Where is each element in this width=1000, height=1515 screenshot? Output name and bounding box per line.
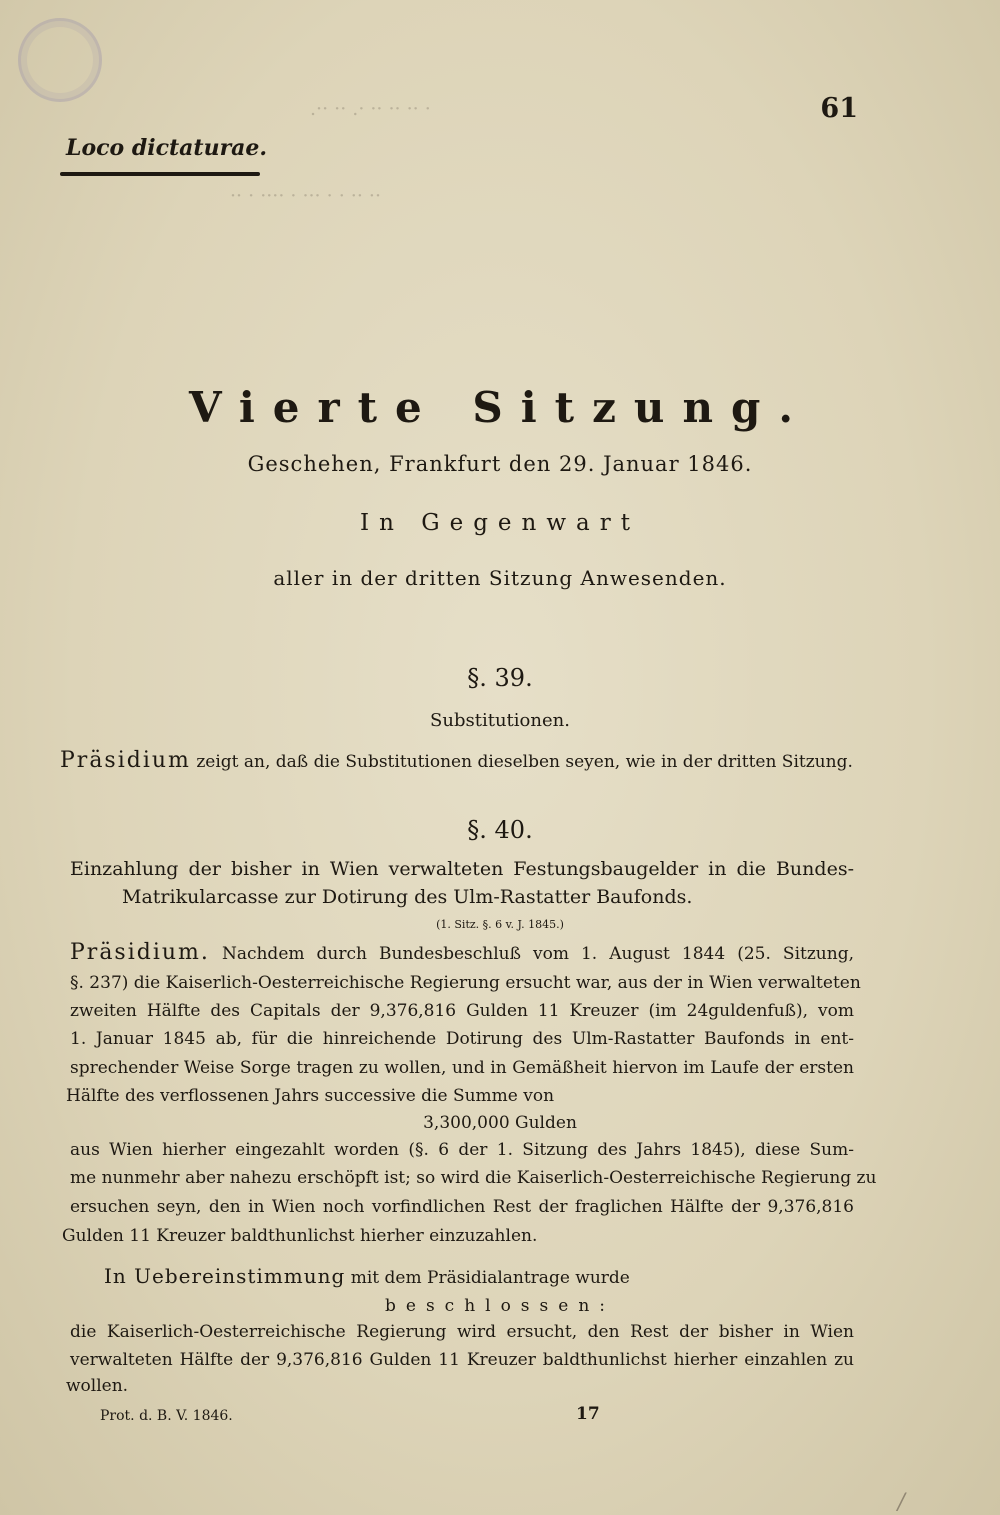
loco-underline <box>60 172 260 176</box>
resolution-line: die Kaiserlich-Oesterreichische Regierung wird ersucht, den Rest der bisher in Wien <box>70 1322 854 1342</box>
resolution-line: verwalteten Hälfte der 9,376,816 Gulden 11 Kreuzer baldthunlichst hierher einzahlen zu <box>70 1350 854 1370</box>
page-number: 61 <box>820 93 858 124</box>
paragraph-line: Gulden 11 Kreuzer baldthunlichst hierher einzuzahlen. <box>62 1226 538 1246</box>
loco-dictaturae: Loco dictaturae. <box>66 135 268 161</box>
paragraph-line: §. 237) die Kaiserlich-Oesterreichische Regierung ersucht war, aus der in Wien verwalteten <box>70 973 861 993</box>
session-title: Vierte Sitzung. <box>189 383 811 432</box>
section-39-lead: Präsidium <box>60 748 191 773</box>
section-40-reference: (1. Sitz. §. 6 v. J. 1845.) <box>436 918 564 931</box>
show-through-text: .·· ·· .· ·· ·· ·· · <box>310 98 431 120</box>
paragraph-line: ersuchen seyn, den in Wien noch vorfindlichen Rest der fraglichen Hälfte der 9,376,816 <box>70 1197 854 1217</box>
resolution-line: wollen. <box>66 1376 129 1396</box>
section-40-heading-line-2: Matrikularcasse zur Dotirung des Ulm-Rastatter Baufonds. <box>122 886 693 908</box>
pencil-mark: / <box>897 1490 905 1515</box>
section-39-heading: Substitutionen. <box>430 710 570 731</box>
agreement-line: In Uebereinstimmung mit dem Präsidialantrage wurde <box>104 1264 630 1288</box>
paragraph-line: 1. Januar 1845 ab, für die hinreichende Dotirung des Ulm-Rastatter Baufonds in ent- <box>70 1029 854 1049</box>
resolved-heading: beschlossen: <box>385 1296 615 1316</box>
section-39-text: Präsidium zeigt an, daß die Substitutionen dieselben seyen, wie in der dritten Sitzung. <box>60 748 853 773</box>
paragraph-line: Hälfte des verflossenen Jahrs successive die Summe von <box>66 1086 555 1106</box>
section-40-heading-line-1: Einzahlung der bisher in Wien verwalteten Festungsbaugelder in die Bundes- <box>70 858 854 880</box>
library-stamp <box>18 18 102 102</box>
paragraph-line: zweiten Hälfte des Capitals der 9,376,816 Gulden 11 Kreuzer (im 24guldenfuß), vom <box>70 1001 854 1021</box>
paragraph-line: me nunmehr aber nahezu erschöpft ist; so wird die Kaiserlich-Oesterreichische Regierung zu <box>70 1168 877 1188</box>
section-39-number: §. 39. <box>467 664 533 692</box>
footer-signature: Prot. d. B. V. 1846. <box>100 1408 233 1424</box>
section-40-number: §. 40. <box>467 816 533 844</box>
paragraph-line: aus Wien hierher eingezahlt worden (§. 6 der 1. Sitzung des Jahrs 1845), diese Sum- <box>70 1140 854 1160</box>
presence-heading: In Gegenwart <box>360 510 640 536</box>
presence-line: aller in der dritten Sitzung Anwesenden. <box>273 566 727 590</box>
show-through-text: ·· · ···· · ··· · · ·· ·· <box>230 185 381 207</box>
paragraph-line: sprechender Weise Sorge tragen zu wollen, und in Gemäßheit hiervon im Laufe der ersten <box>70 1058 854 1078</box>
amount-line: 3,300,000 Gulden <box>423 1113 577 1133</box>
session-date: Geschehen, Frankfurt den 29. Januar 1846. <box>247 452 753 476</box>
sheet-number: 17 <box>576 1404 600 1424</box>
paragraph-line: Präsidium. Nachdem durch Bundesbeschluß vom 1. August 1844 (25. Sitzung, <box>70 940 854 965</box>
